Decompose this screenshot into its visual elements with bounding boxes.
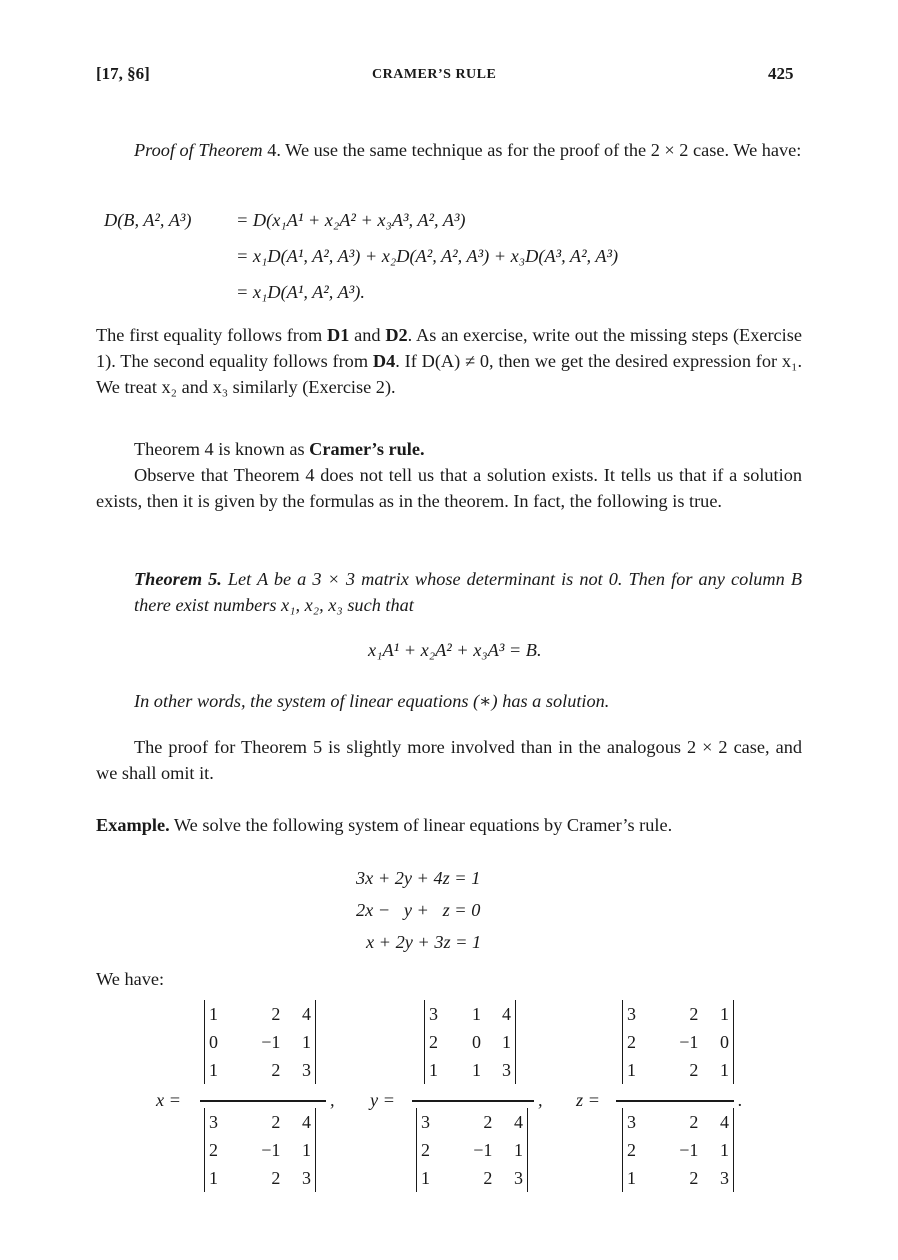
header-section: [17, §6]: [96, 64, 150, 83]
det-cell: 4: [502, 1003, 511, 1024]
comma: ,: [330, 1090, 335, 1110]
running-title: CRAMER’S RULE: [372, 67, 497, 82]
theorem-5-text: Let A be a 3 × 3 matrix whose determinant is not 0. Then for any column B there exist numbers x₁, x₂, x₃ such that: [134, 569, 802, 615]
det-cell: 2: [627, 1031, 636, 1052]
x-label: x =: [156, 1090, 182, 1110]
det-cell: 4: [302, 1111, 311, 1132]
det-cell: 1: [209, 1059, 218, 1080]
we-have-label: We have:: [96, 969, 165, 989]
det-cell: 1: [302, 1139, 311, 1160]
equation-lhs: D(B, A², A³): [104, 210, 192, 230]
proof-number: 4.: [262, 140, 281, 160]
system-eq-1: 3x + 2y + 4z = 1: [356, 868, 481, 888]
text-run: and: [349, 325, 386, 345]
det-cell: 1: [429, 1059, 438, 1080]
det-cell: 1: [302, 1031, 311, 1052]
example-text: We solve the following system of linear equations by Cramer’s rule.: [169, 815, 673, 835]
y-label: y =: [370, 1090, 396, 1110]
det-cell: 3: [514, 1167, 523, 1188]
theorem-5-after: In other words, the system of linear equations (∗) has a solution.: [134, 691, 610, 711]
z-denominator-determinant: [622, 1108, 734, 1192]
det-cell: 2: [689, 1111, 699, 1132]
det-cell: 2: [271, 1059, 281, 1080]
det-cell: 3: [502, 1059, 511, 1080]
det-cell: 2: [209, 1139, 218, 1160]
system-eq-3: x + 2y + 3z = 1: [366, 932, 482, 952]
det-cell: 0: [472, 1031, 481, 1052]
paragraph-cramers-rule: [134, 436, 802, 462]
det-cell: −1: [473, 1139, 493, 1160]
paragraph-observe: Observe that Theorem 4 does not tell us that a solution exists. It tells us that if a solution exists, then it is given by the formulas as in the theorem. In fact, the following is true.: [96, 465, 802, 511]
det-cell: −1: [679, 1031, 699, 1052]
ref-d2: D2: [385, 325, 408, 345]
theorem-5: [134, 566, 802, 618]
det-cell: 1: [209, 1167, 218, 1188]
theorem-5-title: Theorem 5.: [134, 569, 222, 589]
det-cell: 1: [720, 1059, 729, 1080]
page-number: 425: [768, 64, 794, 83]
det-cell: 0: [720, 1031, 729, 1052]
det-cell: 1: [627, 1167, 636, 1188]
det-cell: 4: [302, 1003, 311, 1024]
equation-line-2: = x₁D(A¹, A², A³) + x₂D(A², A², A³) + x₃D(A³, A², A³): [236, 246, 619, 266]
text-run: Theorem 4 is known as: [134, 439, 310, 459]
ref-d1: D1: [327, 325, 350, 345]
ref-d4: D4: [372, 351, 396, 371]
x-fraction-bar: [200, 1100, 326, 1102]
text-run: . As an exercise, write out the missing steps (Exercise 1). The second equality follows from: [96, 325, 802, 371]
proof-title: Proof of Theorem: [134, 140, 263, 160]
x-denominator-determinant: [204, 1108, 316, 1192]
det-cell: 2: [689, 1059, 699, 1080]
det-cell: 3: [627, 1111, 636, 1132]
det-cell: 3: [302, 1059, 311, 1080]
det-cell: 3: [720, 1167, 729, 1188]
det-cell: 1: [514, 1139, 523, 1160]
paragraph-proof-omitted: The proof for Theorem 5 is slightly more involved than in the analogous 2 × 2 case, and we shall omit it.: [96, 737, 802, 783]
det-cell: 4: [514, 1111, 523, 1132]
example-label: Example.: [96, 815, 170, 835]
det-cell: 2: [689, 1003, 699, 1024]
y-numerator-determinant: [424, 1000, 516, 1084]
det-cell: 3: [302, 1167, 311, 1188]
det-cell: −1: [679, 1139, 699, 1160]
det-cell: 2: [483, 1111, 493, 1132]
det-cell: 2: [483, 1167, 493, 1188]
det-cell: 1: [421, 1167, 430, 1188]
z-fraction-bar: [616, 1100, 734, 1102]
det-cell: 2: [689, 1167, 699, 1188]
text-run: . If D(A) ≠ 0, then we get the desired expression for x₁. We treat x₂ and x₃ similarly (Exercise 2).: [96, 351, 803, 397]
text-run: The first equality follows from: [96, 325, 328, 345]
y-denominator-determinant: [416, 1108, 528, 1192]
det-cell: −1: [261, 1031, 281, 1052]
det-cell: 1: [472, 1059, 481, 1080]
cramers-rule-term: Cramer’s rule.: [309, 439, 425, 459]
det-cell: 4: [720, 1111, 729, 1132]
proof-text: We use the same technique as for the proof of the 2 × 2 case. We have:: [280, 140, 802, 160]
det-cell: 2: [627, 1139, 636, 1160]
proof-paragraph: [96, 137, 802, 163]
det-cell: 3: [627, 1003, 636, 1024]
det-cell: 2: [421, 1139, 430, 1160]
det-cell: −1: [261, 1139, 281, 1160]
det-cell: 1: [472, 1003, 481, 1024]
equation-line-3: = x₁D(A¹, A², A³).: [236, 282, 365, 302]
det-cell: 2: [271, 1003, 281, 1024]
det-cell: 3: [429, 1003, 438, 1024]
det-cell: 1: [627, 1059, 636, 1080]
det-cell: 1: [720, 1139, 729, 1160]
z-numerator-determinant: [622, 1000, 734, 1084]
x-numerator-determinant: [204, 1000, 316, 1084]
det-cell: 2: [271, 1167, 281, 1188]
equation-line-1: = D(x₁A¹ + x₂A² + x₃A³, A², A³): [236, 210, 466, 230]
det-cell: 1: [502, 1031, 511, 1052]
z-label: z =: [576, 1090, 601, 1110]
system-eq-2: 2x − y + z = 0: [356, 900, 481, 920]
example-paragraph: [96, 812, 802, 838]
period: .: [738, 1090, 743, 1110]
det-cell: 3: [209, 1111, 218, 1132]
det-cell: 2: [429, 1031, 438, 1052]
y-fraction-bar: [412, 1100, 534, 1102]
comma: ,: [538, 1090, 543, 1110]
det-cell: 0: [209, 1031, 218, 1052]
paragraph-equalities: [96, 322, 802, 400]
det-cell: 3: [421, 1111, 430, 1132]
theorem-5-equation: x₁A¹ + x₂A² + x₃A³ = B.: [368, 640, 542, 660]
det-cell: 2: [271, 1111, 281, 1132]
det-cell: 1: [720, 1003, 729, 1024]
det-cell: 1: [209, 1003, 218, 1024]
